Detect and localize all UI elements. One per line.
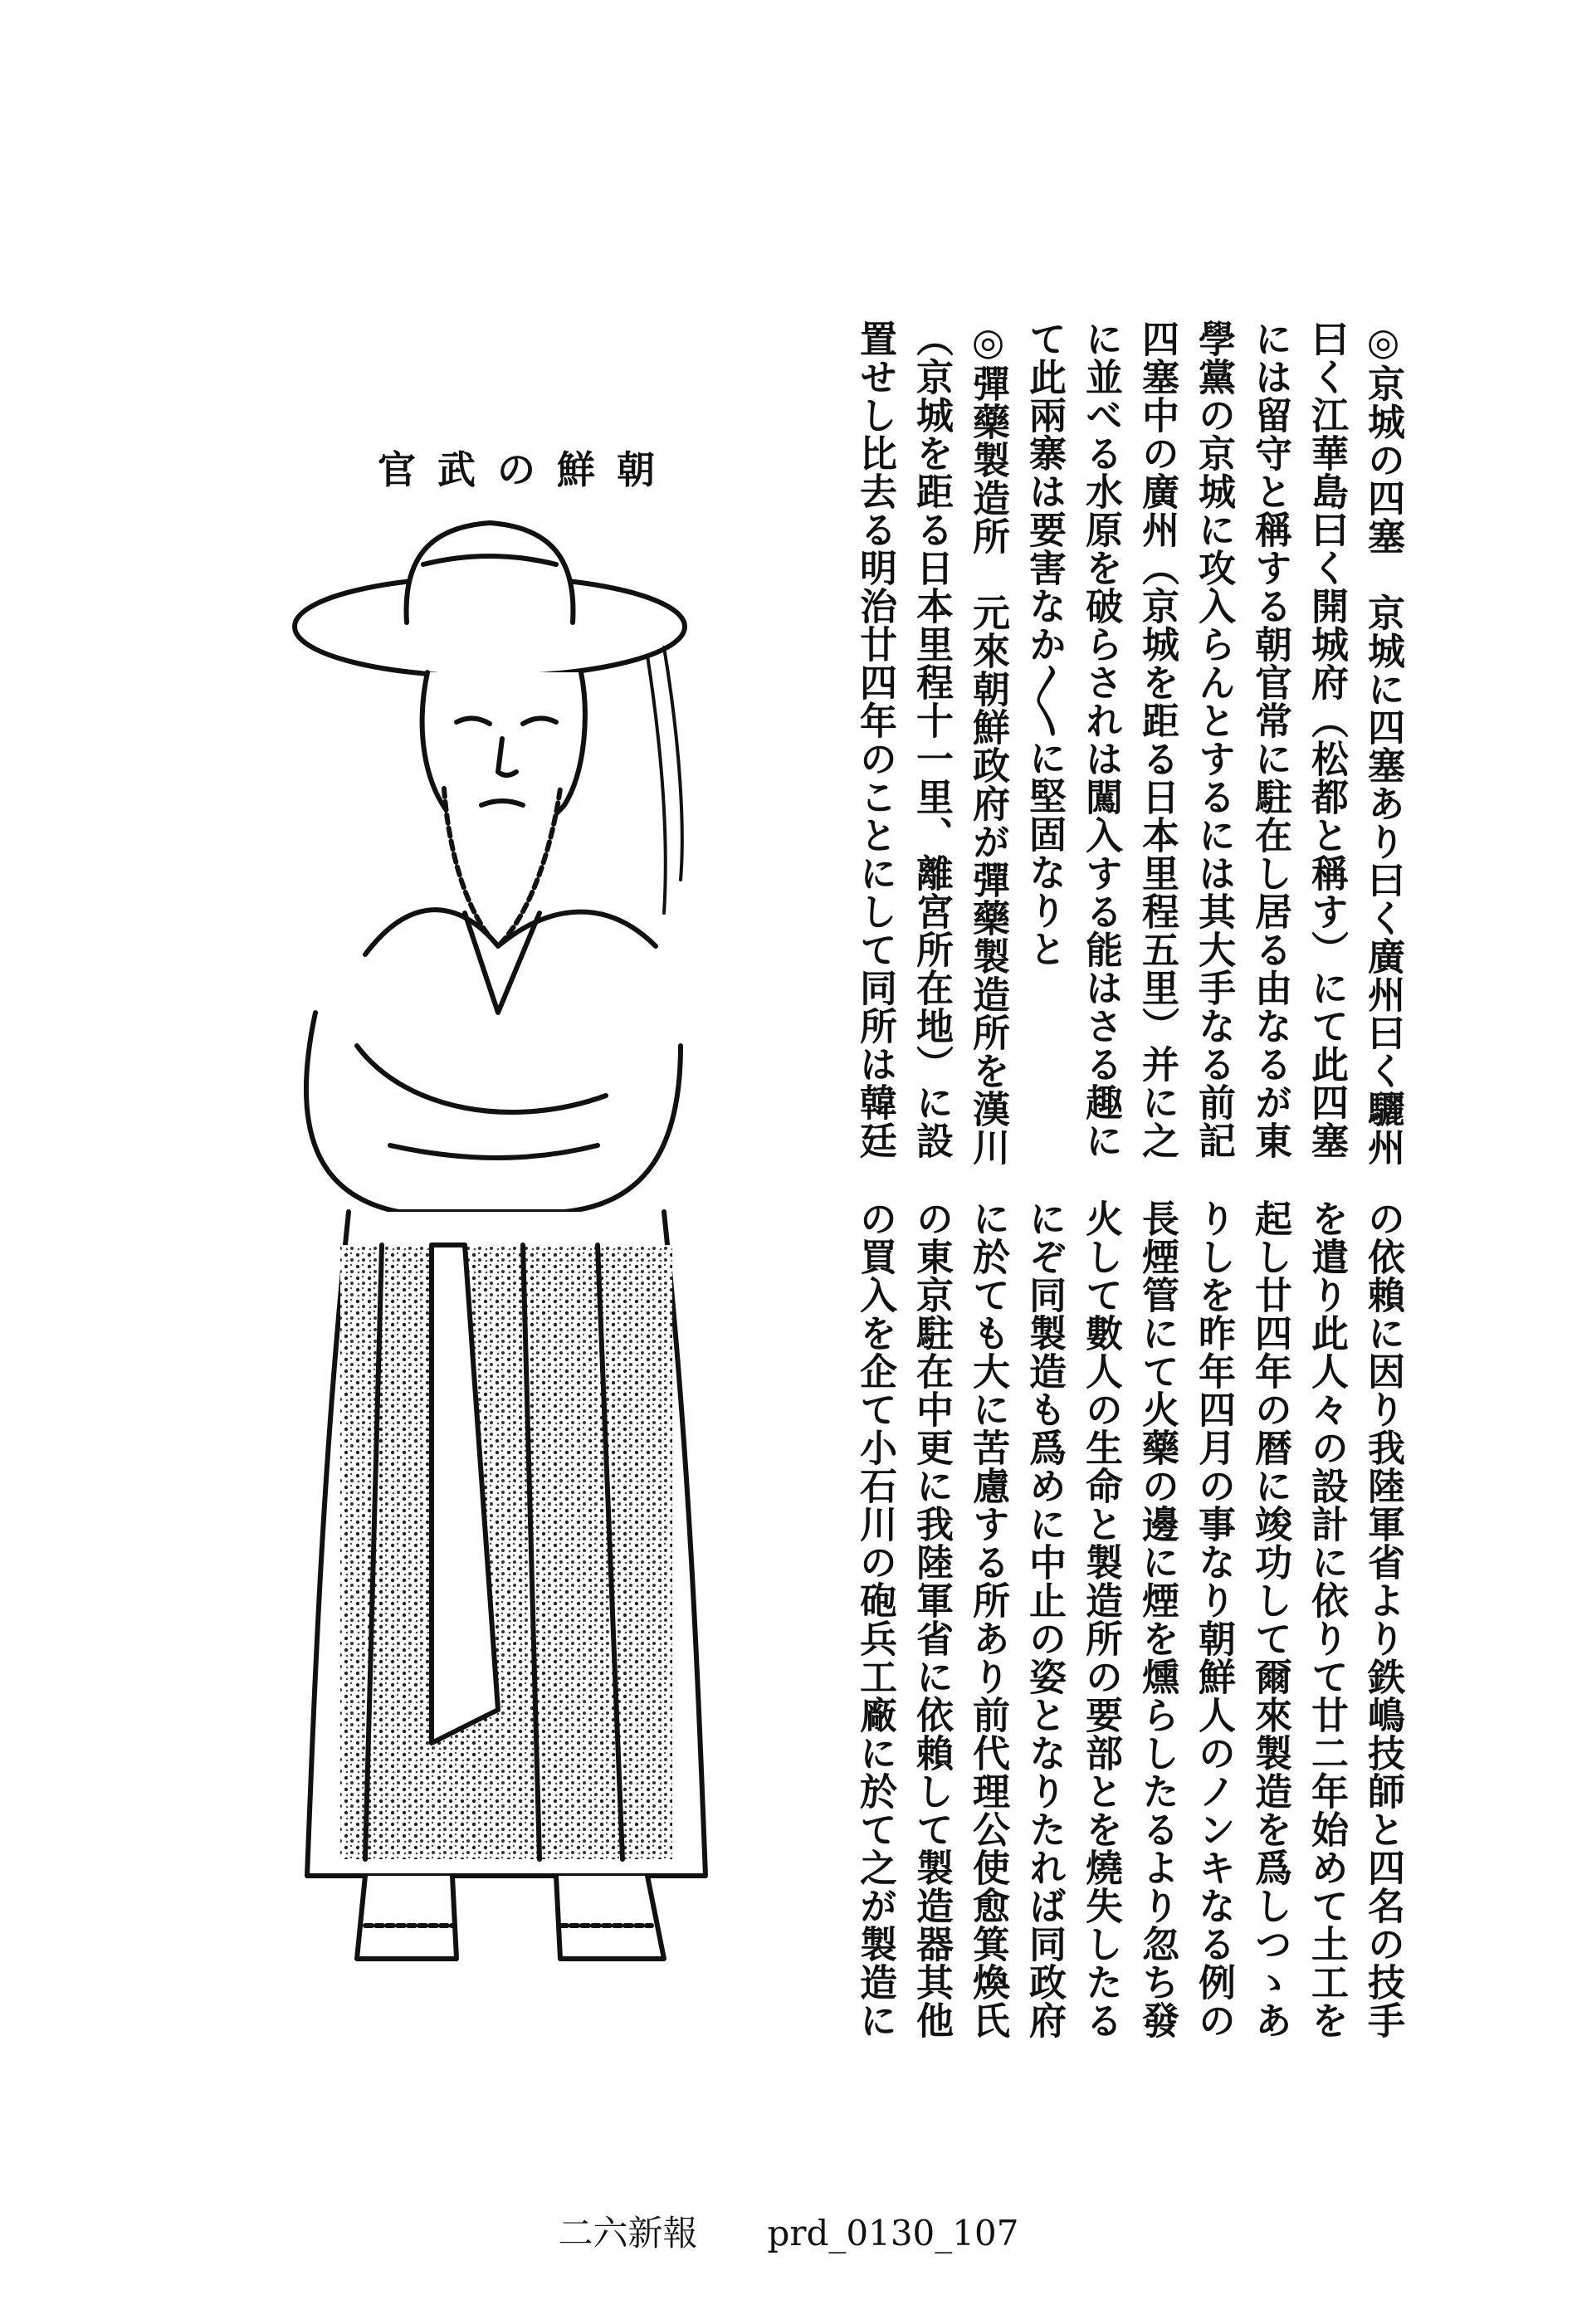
illustration-caption: 朝鮮の武官 [378,447,676,492]
article-text-upper: ◎京城の四塞 京城に四塞あり曰く廣州曰く驪州曰く江華島曰く開城府（松都と稱す）にて此四塞には留守と稱する朝官常に駐在し居る由なるが東學黨の京城に攻入らんとするには其大手なる前記四塞中の廣州（京城を距る日本里程五里）并に之に並べる水原を破らされは闖入する能はさる趣にて此兩寨は要害なか〳〵に堅固なりと ◎彈藥製造所 元來朝鮮政府が彈藥製造所を漢川（京城を距る日本里程十一里、離宮所在地）に設置せし比去る明治廿四年のことにして同所は韓廷 [853,320,1405,1166]
page-footer: 二六新報 prd_0130_107 [558,2213,1019,2253]
article-text-lower: の依賴に因り我陸軍省より鉄嶋技師と四名の技手を遣り此人々の設計に依りて廿二年始めて土工を起し廿四年の暦に竣功して爾來製造を爲しつゝありしを昨年四月の事なり朝鮮人のノンキなる例の長煙管にて火藥の邊に煙を燻らしたるより忽ち發火して數人の生命と製造所の要部とを燒失したるにぞ同製造も爲めに中止の姿となりたれば同政府に於ても大に苦慮する所あり前代理公使愈箕煥氏の東京駐在中更に我陸軍省に依賴して製造器其他の買入を企て小石川の砲兵工廠に於て之が製造に [853,1199,1405,2039]
